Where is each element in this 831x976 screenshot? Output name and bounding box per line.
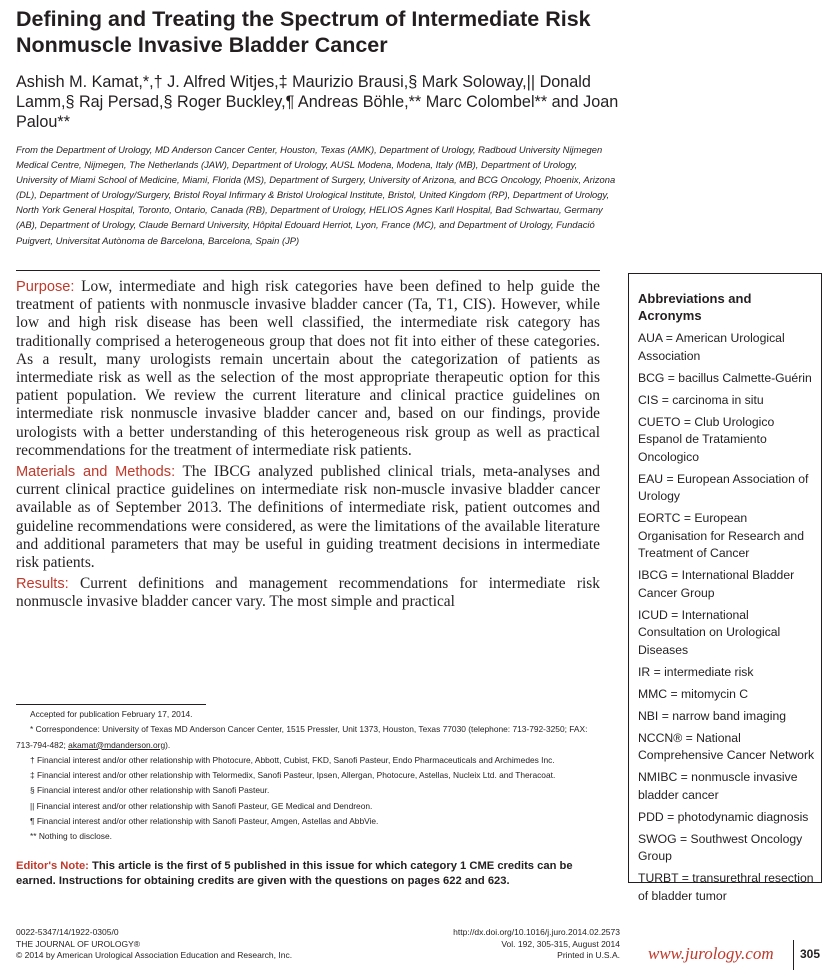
article-title: Defining and Treating the Spectrum of Intermediate Risk Nonmuscle Invasive Bladder Cancer <box>16 7 591 57</box>
abbr-item: PDD = photodynamic diagnosis <box>638 809 809 824</box>
abbr-item: IBCG = International Bladder Cancer Group <box>638 568 795 600</box>
doi-link[interactable]: http://dx.doi.org/10.1016/j.juro.2014.02.2573 <box>453 927 620 937</box>
abbr-item: EAU = European Association of Urology <box>638 471 809 503</box>
abbr-item: MMC = mitomycin C <box>638 686 749 701</box>
footnote-accepted: Accepted for publication February 17, 2014. <box>30 709 193 719</box>
abbr-item: NMIBC = nonmuscle invasive bladder cancer <box>638 770 798 802</box>
methods-label: Materials and Methods: <box>16 464 176 481</box>
correspondence-end: ). <box>165 739 171 750</box>
copyright: © 2014 by American Urological Association Education and Research, Inc. <box>16 950 293 960</box>
editor-note-text: This article is the first of 5 published in this issue for which category 1 CME credits can be earned. Instructions for obtaining credits are given with the questions on pages 622 and 623. <box>16 860 573 887</box>
abbr-item: NBI = narrow band imaging <box>638 708 787 723</box>
abbr-item: IR = intermediate risk <box>638 664 754 679</box>
footnote-correspondence <box>16 722 600 753</box>
methods-text: The IBCG analyzed published clinical trials, meta-analyses and current clinical practice guidelines on intermediate risk non-muscle invasive bladder cancer available as of September 2013. The definitions of intermediate risk, patient outcomes and guideline recommendations were considered, as were the limitations of the available literature and additional parameters that may be useful in guiding treatment decisions in intermediate risk patients. <box>16 463 600 572</box>
footnote-ddagger: ‡ Financial interest and/or other relationship with Telormedix, Sanofi Pasteur, Ipsen, Allergan, Photocure, Astellas, Nucleix Ltd. and Theracoat. <box>30 770 556 781</box>
journal-name: THE JOURNAL OF UROLOGY® <box>16 938 141 949</box>
abstract-purpose <box>16 278 600 460</box>
page-number: 305 <box>800 947 821 961</box>
abbreviations-title: Abbreviations and Acronyms <box>638 291 752 323</box>
abbr-item: BCG = bacillus Calmette-Guérin <box>638 370 812 385</box>
footer-mid <box>380 927 620 962</box>
footnote-dstar: ** Nothing to disclose. <box>30 831 112 842</box>
abbr-item: CUETO = Club Urologico Espanol de Tratamiento Oncologico <box>638 414 775 464</box>
results-text: Current definitions and management recommendations for intermediate risk nonmuscle invasive bladder cancer vary. The most simple and practical <box>16 575 600 611</box>
abbr-item: SWOG = Southwest Oncology Group <box>638 831 803 863</box>
purpose-text: Low, intermediate and high risk categories have been defined to help guide the treatment of patients with nonmuscle invasive bladder cancer (Ta, T1, CIS). However, while low and high risk disease has been well classified, the intermediate risk category has traditionally comprised a heterogeneous group that does not fit into either of these categories. As a result, many urologists remain uncertain about the categorization of patients as intermediate risk as well as the selection of the most appropriate therapeutic option for this patient population. We review the current literature and clinical practice guidelines on intermediate risk nonmuscle invasive bladder cancer and, based on our findings, provide urologists with a better understanding of this heterogeneous risk group as well as practical recommendations for the treatment of intermediate risk patients. <box>16 278 600 459</box>
abbr-item: AUA = American Urological Association <box>638 331 785 363</box>
abbr-item: CIS = carcinoma in situ <box>638 392 764 407</box>
footnote-pipes: || Financial interest and/or other relationship with Sanofi Pasteur, GE Medical and Dendreon. <box>30 800 373 811</box>
abbr-item: TURBT = transurethral resection of bladder tumor <box>638 871 814 903</box>
printed-in: Printed in U.S.A. <box>557 950 620 960</box>
abbr-item: NCCN® = National Comprehensive Cancer Network <box>638 730 815 762</box>
results-label: Results: <box>16 576 69 593</box>
journal-website-link[interactable]: www.jurology.com <box>648 944 774 963</box>
footnote-pilcrow: ¶ Financial interest and/or other relationship with Sanofi Pasteur, Amgen, Astellas and AbbVie. <box>30 816 379 827</box>
abstract-divider <box>16 270 600 271</box>
author-list: Ashish M. Kamat,*,† J. Alfred Witjes,‡ Maurizio Brausi,§ Mark Soloway,|| Donald Lamm,§ Raj Persad,§ Roger Buckley,¶ Andreas Böhle,** Marc Colombel** and Joan Palou** <box>16 73 619 131</box>
page-number-divider <box>793 940 794 970</box>
editor-note-label: Editor's Note: <box>16 860 89 872</box>
footer-left <box>16 927 396 962</box>
abbr-item: EORTC = European Organisation for Research and Treatment of Cancer <box>638 511 804 560</box>
abbreviations-box <box>628 273 822 903</box>
footnotes <box>16 703 600 845</box>
affiliations: From the Department of Urology, MD Anderson Cancer Center, Houston, Texas (AMK), Department of Urology, Radboud University Nijmegen Medical Centre, Nijmegen, The Netherlands (JAW), Department of Urology, AUSL Modena, Modena, Italy (MB), Department of Urology, University of Miami School of Medicine, Miami, Florida (MS), Department of Surgery, University of Arizona, and BCG Oncology, Phoenix, Arizona (DL), Department of Urology/Surgery, Bristol Royal Infirmary & Bristol Urological Institute, Bristol, United Kingdom (RP), Department of Urology, North York General Hospital, Toronto, Ontario, Canada (RB), Department of Urology, HELIOS Agnes Karll Hospital, Bad Schwartau, Germany (AB), Department of Urology, Claude Bernard University, Hôpital Edouard Herriot, Lyon, France (MC), and Department of Urology, Fundació Puigvert, Universitat Autònoma de Barcelona, Barcelona, Spain (JP) <box>16 144 616 246</box>
abstract <box>16 278 600 612</box>
issn: 0022-5347/14/1922-0305/0 <box>16 927 119 937</box>
abbr-item: ICUD = International Consultation on Urological Diseases <box>638 607 781 657</box>
footnote-dagger: † Financial interest and/or other relationship with Photocure, Abbott, Cubist, FKD, Sanofi Pasteur, Endo Pharmaceuticals and Archimedes Inc. <box>30 754 555 765</box>
email-link[interactable]: akamat@mdanderson.org <box>68 739 166 750</box>
abstract-results <box>16 575 600 611</box>
footnote-section: § Financial interest and/or other relationship with Sanofi Pasteur. <box>30 785 270 796</box>
editor-note <box>16 859 606 889</box>
purpose-label: Purpose: <box>16 279 75 295</box>
abstract-methods <box>16 463 600 572</box>
volume-info: Vol. 192, 305-315, August 2014 <box>501 938 620 949</box>
correspondence-text: * Correspondence: University of Texas MD Anderson Cancer Center, 1515 Pressler, Unit 1373, Houston, Texas 77030 (telephone: 713-792-3250; FAX: 713-794-482; <box>16 724 588 750</box>
